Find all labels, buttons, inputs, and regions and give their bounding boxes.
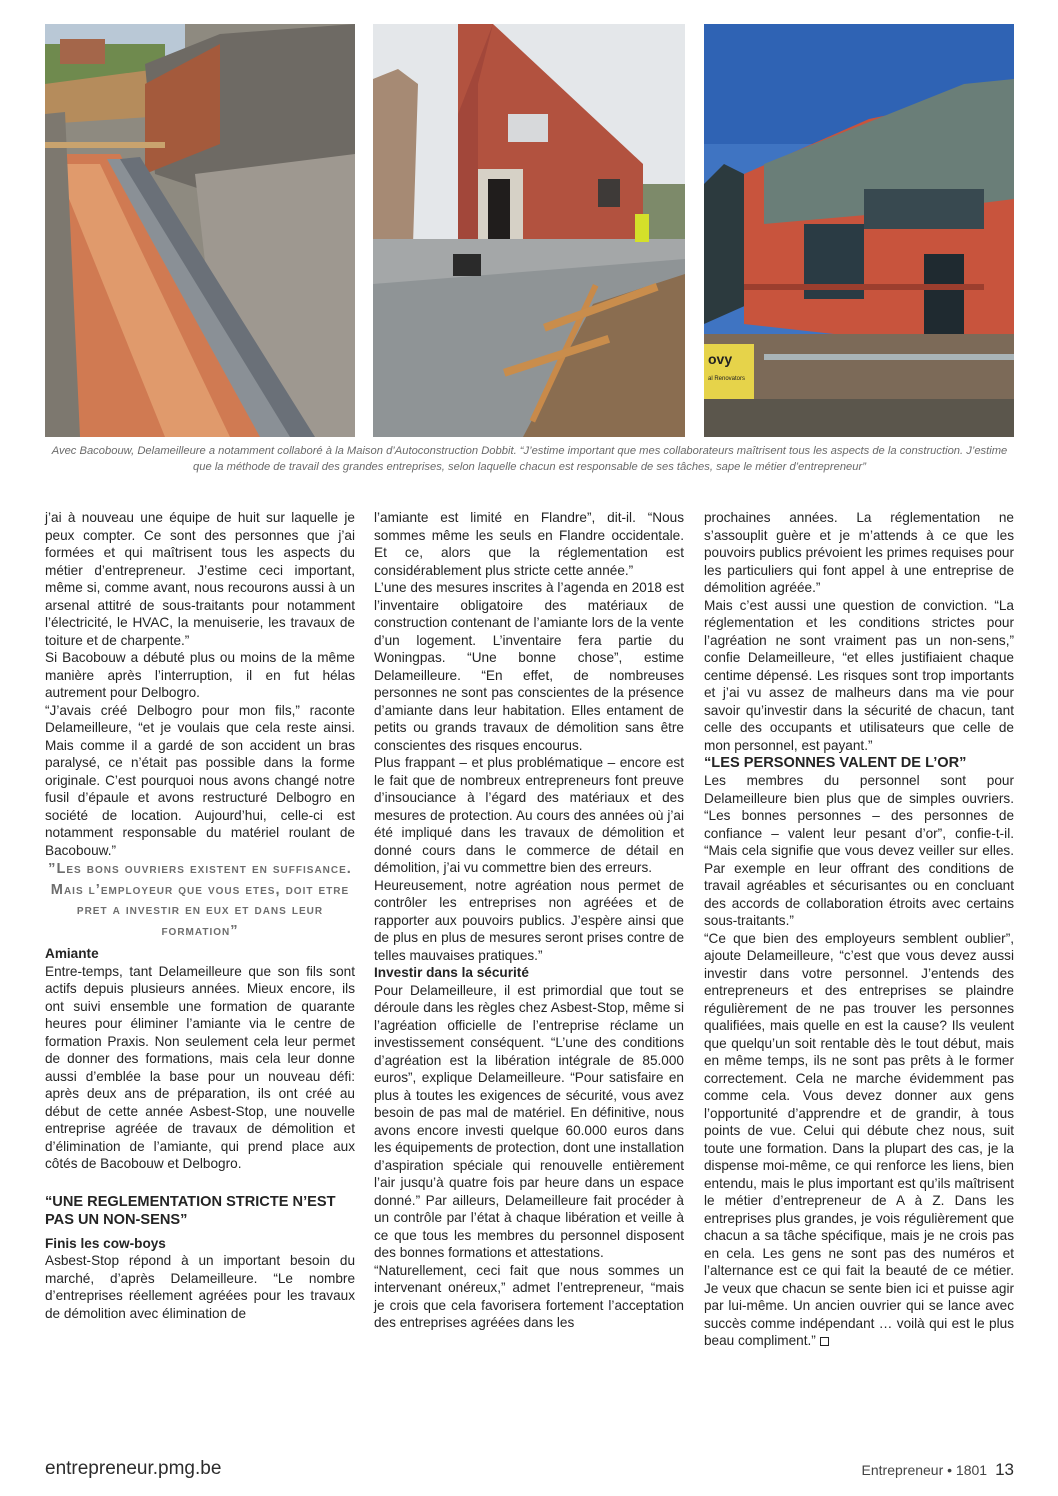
- paragraph: Les membres du personnel sont pour Delameilleure bien plus que de simples ouvriers. “Les bonnes personnes – des personnes de confiance – valent leur pesant d’or”, confie-t-il. “Mais cela signifie que vous devez veiller sur elles. Par exemple en leur offrant des conditions de travail agréables et sécurisantes ou en concluant des accords de collaboration étroits avec certains sous-traitants.”: [704, 773, 1014, 928]
- footer-folio: [862, 1460, 1014, 1480]
- footer-website: entrepreneur.pmg.be: [45, 1458, 222, 1479]
- magazine-issue: Entrepreneur • 1801: [861, 1462, 988, 1478]
- renovated-house-photo: [704, 24, 1014, 437]
- photo-caption: Avec Bacobouw, Delameilleure a notamment collaboré à la Maison d’Autoconstruction Dobbit. “J’estime important que mes collaborateurs maîtrisent tous les aspects de la construction. J’estime que la méthode de travail des grandes entreprises, selon laquelle chacun est responsable de ses tâches, sape le métier d’entrepreneur”: [51, 445, 1008, 473]
- paragraph: l’amiante est limité en Flandre”, dit-il. “Nous sommes même les seuls en Flandre occidentale. Et ce, alors que la réglementation est considérablement plus stricte cette année.”: [374, 510, 684, 578]
- sign-subtext: al Renovators: [708, 376, 746, 382]
- subheading-cowboys: Finis les cow-boys: [45, 1235, 166, 1251]
- column-2: [374, 509, 684, 1332]
- column-1: [45, 509, 355, 1322]
- paragraph: Pour Delameilleure, il est primordial que tout se déroule dans les règles chez Asbest-Stop, même si l’agréation officielle de l’entreprise réclame un investissement conséquent. “L’une des conditions d’agréation est la libération intégrale de 85.000 euros”, explique Delameilleure. “Pour satisfaire en plus à toutes les exigences de sécurité, vous avez besoin de pas mal de matériel. En définitive, nous avons encore investi quelque 60.000 euros dans les équipements de protection, dont une installation d’aspiration spéciale qui renouvelle entièrement l’air jusqu’à quatre fois par heure dans un espace donné.” Par ailleurs, Delameilleure fait procéder à un contrôle par l’état à chaque libération et veille à ce que tous les membres du personnel disposent des bonnes formations et attestations.: [374, 982, 684, 1260]
- column-3: [704, 509, 1014, 1350]
- sign-text: ovy: [708, 351, 733, 367]
- section-heading-personnes: “LES PERSONNES VALENT DE L’OR”: [704, 755, 967, 771]
- paragraph: Si Bacobouw a débuté plus ou moins de la même manière après l’interruption, il en fut hélas autrement pour Delbogro.: [45, 650, 355, 700]
- paragraph: Heureusement, notre agréation nous permet de contrôler les entreprises non agréées et de rapporter aux pouvoirs publics. J’espère ainsi que de plus en plus de mesures seront prises contre de telles mauvaises pratiques.”: [374, 877, 684, 963]
- paragraph: L’une des mesures inscrites à l’agenda en 2018 est l’inventaire obligatoire des matériaux de construction contenant de l’amiante lors de la vente d’un logement. L’inventaire fera partie du Woningpas. “Une bonne chose”, estime Delameilleure. “En effet, de nombreuses personnes ne sont pas conscientes de la présence d’amiante dans leur habitation. Elles entament de petits ou grands travaux de démolition sans être conscientes des risques encourus.: [374, 580, 684, 753]
- subheading-securite: Investir dans la sécurité: [374, 965, 529, 980]
- paragraph: Mais c’est aussi une question de conviction. “La réglementation et les conditions strictes pour l’agréation ne sont vraiment pas un non-sens,” confie Delameilleure, “et elles justifiaient chaque centime dépensé. Les risques sont trop importants et j’ai vu assez de malheurs dans ma vie pour savoir qu’investir dans la sécurité de chacun, tant celle des occupants et utilisateurs que celle de mon personnel, est payant.”: [704, 597, 1014, 753]
- paragraph: Entre-temps, tant Delameilleure que son fils sont actifs depuis plusieurs années. Mieux encore, ils ont suivi ensemble une formation de quarante heures pour éliminer l’amiante via le centre de formation Praxis. Non seulement cela leur permet de donner des formations, mais cela leur donne aussi d’emblée la base pour un nouveau défi: après deux ans de préparation, ils ont créé au début de cette année Asbest-Stop, une nouvelle entreprise agréée de travaux de démolition et d’élimination de l’amiante, qui prend place aux côtés de Bacobouw et Delbogro.: [45, 963, 355, 1171]
- end-mark-icon: [820, 1337, 829, 1346]
- pull-quote: ”Les bons ouvriers existent en suffisance. Mais l’employeur que vous etes, doit etre pret a investir en eux et dans leur formation”: [48, 861, 352, 939]
- paragraph: j’ai à nouveau une équipe de huit sur laquelle je peux compter. Ce sont des personnes que j’ai formées et qui maîtrisent tous les aspects du métier d’entrepreneur. J’estime ceci important, même si, comme avant, nous recourons aussi à un arsenal attitré de sous-traitants pour notamment l’électricité, le HVAC, la menuiserie, les travaux de toiture et de charpente.”: [45, 510, 355, 648]
- section-heading-reglementation: “UNE REGLEMENTATION STRICTE N’EST PAS UN NON-SENS”: [45, 1193, 336, 1228]
- subheading-amiante: Amiante: [45, 946, 99, 961]
- paragraph: “Naturellement, ceci fait que nous sommes un intervenant onéreux,” admet l’entrepreneur, “mais je crois que cela favorisera fortement l’acceptation des entreprises agréées dans les: [374, 1262, 684, 1330]
- paragraph: Asbest-Stop répond à un important besoin du marché, d’après Delameilleure. “Le nombre d’entreprises réellement agréées pour les travaux de démolition avec élimination de: [45, 1253, 355, 1321]
- paragraph: Plus frappant – et plus problématique – encore est le fait que de nombreux entrepreneurs font preuve d’insouciance à l’égard des matériaux et des mesures de protection. Au cours des années où j’ai été impliqué dans les travaux de démolition et donné cours dans le commerce de détail en démolition, j’ai vu commettre bien des erreurs.: [374, 755, 684, 875]
- page-number: 13: [995, 1460, 1014, 1479]
- roof-works-photo: [45, 24, 355, 437]
- dobbit-house-photo: [373, 24, 685, 437]
- paragraph-final: [704, 930, 1014, 1350]
- paragraph-text: “Ce que bien des employeurs semblent oublier”, ajoute Delameilleure, “c’est que vous devez aussi investir dans votre personnel. J’entends des entrepreneurs et des entreprises se plaindre régulièrement de ne pas trouver les personnes qualifiées, mais quelle en est la cause? Ils veulent que quelqu’un soit rentable dès le tout début, mais en même temps, ils ne sont pas prêts à le former correctement. Cela ne marche évidemment pas comme cela. Vous devez donner aux gens l’opportunité d’apprendre et de grandir, à tous points de vue. Celui qui débute chez nous, suit toute une formation. Dans la plupart des cas, je la dispense moi-même, ce qui renforce les liens, bien entendu, mais le plus important est qu’ils maîtrisent le métier d’entrepreneur de A à Z. Dans les entreprises plus grandes, je vois régulièrement que chacun a sa tâche spécifique, mais je ne crois pas en cela. Les gens ne sont pas des numéros et l’alternance est ce qui fait la beauté de ce métier. Je veux que chacun se sente bien ici et puisse agir par lui-même. Un ancien ouvrier qui se lance avec succès comme indépendant … voilà qui est le plus beau compliment.”: [704, 930, 1014, 1348]
- paragraph: “J’avais créé Delbogro pour mon fils,” raconte Delameilleure, “et je voulais que cela reste ainsi. Mais comme il a gardé de son accident un bras paralysé, ce n’était pas possible dans la forme originale. C’est pourquoi nous avons changé notre fusil d’épaule et avons restructuré Delbogro en société de location. Aujourd’hui, celle-ci est notamment responsable du matériel roulant de Bacobouw.”: [45, 702, 355, 858]
- paragraph: prochaines années. La réglementation ne s’assouplit guère et je m’attends à ce que les pouvoirs publics prévoient les primes requises pour les particuliers qui font appel à une entreprise de démolition agréée.”: [704, 510, 1014, 595]
